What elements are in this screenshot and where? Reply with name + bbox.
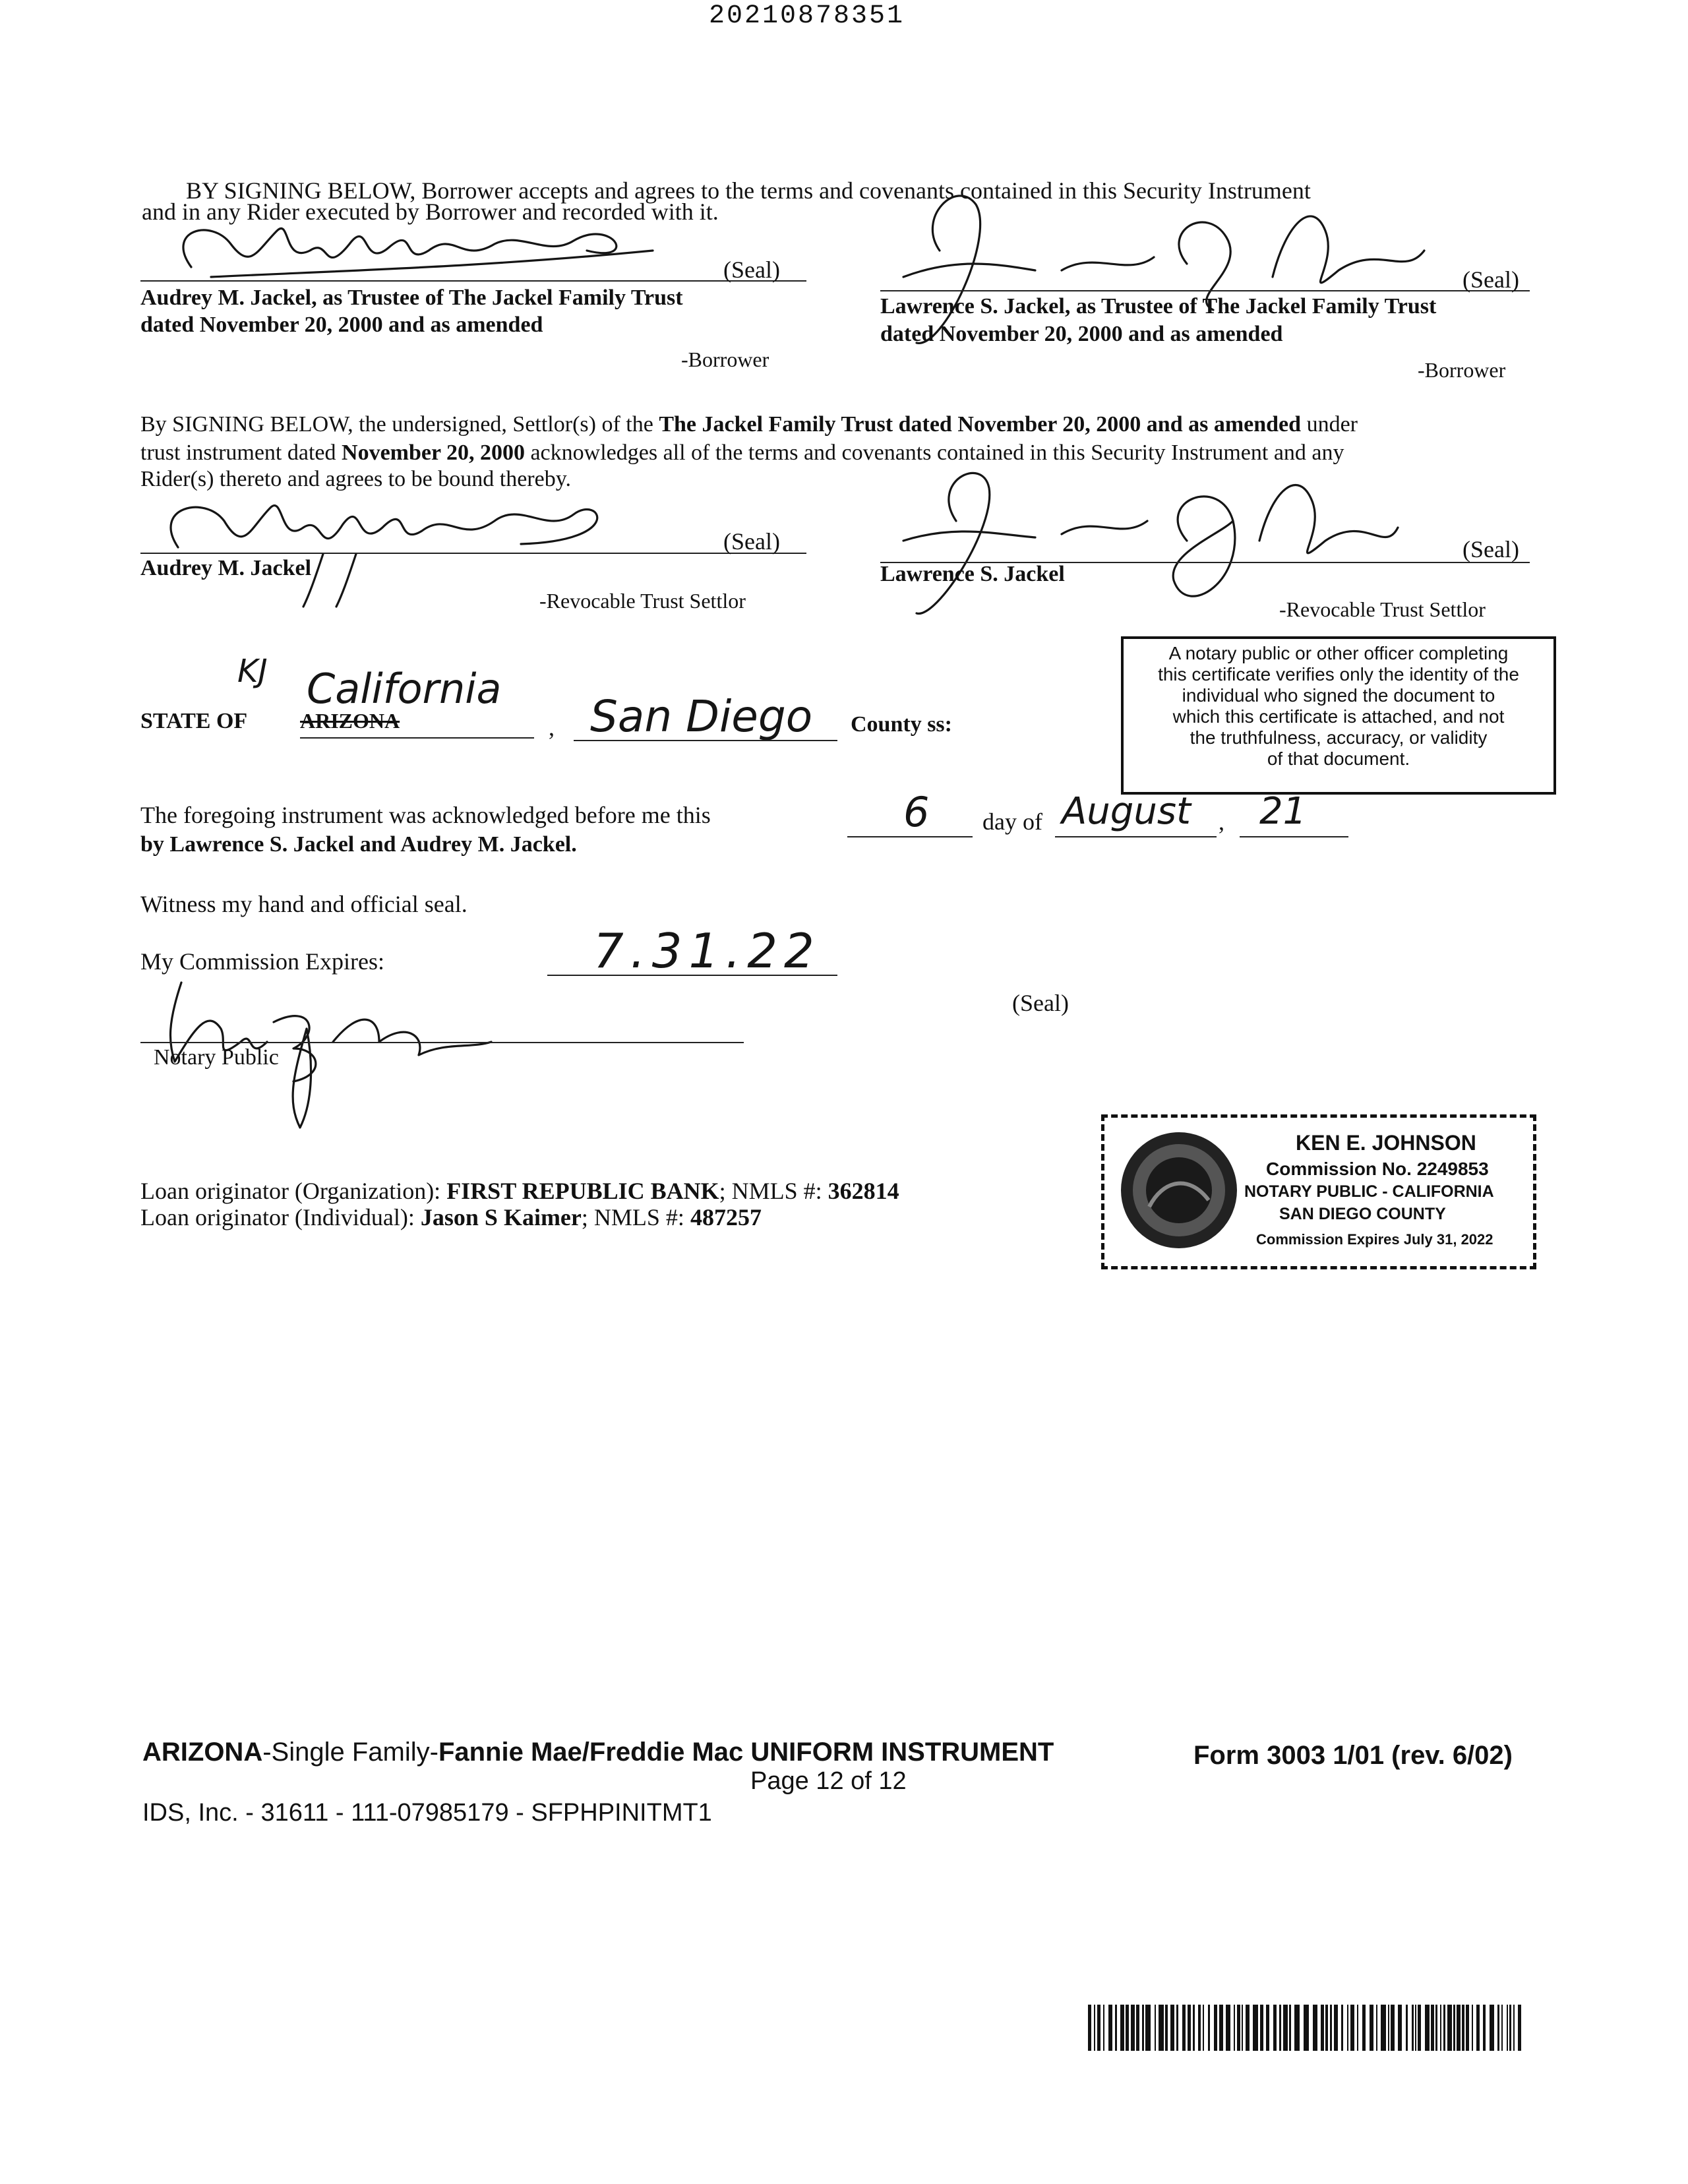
settlor-left-name: Audrey M. Jackel (140, 556, 312, 580)
stamp-county: SAN DIEGO COUNTY (1279, 1205, 1446, 1223)
stamp-title: NOTARY PUBLIC - CALIFORNIA (1244, 1182, 1494, 1201)
notary-disclaimer-line: the truthfulness, accuracy, or validity (1190, 727, 1488, 748)
settlor-right-name: Lawrence S. Jackel (880, 562, 1065, 586)
stamp-expiration: Commission Expires July 31, 2022 (1256, 1231, 1493, 1248)
signature-line-borrower-left (140, 280, 806, 282)
barcode (1088, 2005, 1530, 2051)
handwritten-year: 21 (1259, 790, 1307, 833)
day-of-label: day of (982, 808, 1042, 835)
handwritten-commission-date: 7.31.22 (593, 923, 821, 979)
footer-ids-line: IDS, Inc. - 31611 - 111-07985179 - SFPHPINITMT1 (142, 1799, 712, 1827)
notary-disclaimer-line: of that document. (1267, 748, 1410, 769)
borrower-left-role: -Borrower (681, 348, 769, 371)
notary-public-label: Notary Public (154, 1045, 279, 1070)
footer-form-title (142, 1738, 1054, 1767)
notary-signature-line (140, 1042, 744, 1043)
witness-text: Witness my hand and official seal. (140, 891, 467, 917)
loan-org-label: Loan originator (Organization): (140, 1178, 447, 1204)
state-printed-struck: ARIZONA (300, 709, 400, 733)
day-underline (847, 836, 973, 837)
notary-stamp (1101, 1114, 1536, 1269)
month-comma: , (1219, 808, 1224, 835)
state-label: STATE OF (140, 709, 248, 733)
settlor-paragraph-line1 (140, 412, 1358, 437)
borrower-right-name-line2: dated November 20, 2000 and as amended (880, 322, 1283, 346)
loan-org-nmls-label: ; NMLS #: (719, 1178, 828, 1204)
notary-disclaimer-line: which this certificate is attached, and not (1172, 706, 1505, 727)
handwritten-day: 6 (903, 788, 930, 836)
seal-label-settlor-left: (Seal) (723, 528, 780, 555)
seal-label-borrower-left: (Seal) (723, 257, 780, 283)
settlor-line2-text-c: acknowledges all of the terms and covenants contained in this Security Instrument and any (524, 440, 1344, 465)
commission-date-underline (547, 975, 837, 976)
notary-disclaimer-line: this certificate verifies only the identity of the (1158, 664, 1519, 684)
borrower-paragraph-line2: and in any Rider executed by Borrower and recorded with it. (142, 198, 719, 225)
settlor-line1-trust-name: The Jackel Family Trust dated November 20, 2000 and as amended (659, 412, 1302, 437)
acknowledgment-line1: The foregoing instrument was acknowledged before me this (140, 802, 711, 828)
signature-line-borrower-right (880, 290, 1530, 291)
borrower-left-name-line2: dated November 20, 2000 and as amended (140, 313, 543, 337)
footer-desc1: -Single Family- (262, 1738, 438, 1767)
borrower-paragraph-line1: BY SIGNING BELOW, Borrower accepts and agrees to the terms and covenants contained in this Security Instrument (186, 177, 1311, 204)
settlor-left-role: -Revocable Trust Settlor (539, 589, 746, 613)
stamp-commission-number: Commission No. 2249853 (1266, 1159, 1489, 1179)
footer-state: ARIZONA (142, 1738, 263, 1767)
county-label: County ss: (851, 712, 952, 737)
signature-audrey-borrower (152, 204, 719, 297)
handwritten-state: California (307, 665, 502, 713)
notary-disclaimer-box (1121, 636, 1556, 795)
signature-line-settlor-left (140, 553, 806, 554)
borrower-right-role: -Borrower (1418, 358, 1506, 382)
state-underline (300, 737, 534, 739)
settlor-line1-text-c: under (1301, 412, 1358, 437)
county-underline (574, 740, 837, 741)
settlor-paragraph-line3: Rider(s) thereto and agrees to be bound thereby. (140, 467, 572, 491)
settlor-line2-text-a: trust instrument dated (140, 440, 342, 465)
footer-form-number: Form 3003 1/01 (rev. 6/02) (1193, 1741, 1513, 1770)
footer-desc2: Fannie Mae/Freddie Mac UNIFORM INSTRUMENT (438, 1738, 1054, 1767)
loan-ind-label: Loan originator (Individual): (140, 1204, 421, 1230)
borrower-left-name-line1: Audrey M. Jackel, as Trustee of The Jackel Family Trust (140, 286, 683, 310)
loan-originator-organization (140, 1177, 899, 1205)
loan-org-name: FIRST REPUBLIC BANK (446, 1178, 719, 1204)
loan-ind-nmls-label: ; NMLS #: (581, 1204, 690, 1230)
settlor-line1-text-a: By SIGNING BELOW, the undersigned, Settlor(s) of the (140, 412, 659, 437)
month-underline (1055, 836, 1217, 837)
stamp-notary-name: KEN E. JOHNSON (1296, 1131, 1476, 1155)
state-seal-emblem (1116, 1128, 1242, 1253)
seal-label-notary: (Seal) (1012, 990, 1069, 1016)
handwritten-initials: KJ (237, 653, 268, 690)
seal-label-settlor-right: (Seal) (1462, 536, 1519, 562)
handwritten-county: San Diego (590, 691, 813, 742)
loan-originator-individual (140, 1203, 762, 1231)
state-comma: , (549, 714, 555, 741)
loan-ind-name: Jason S Kaimer (420, 1204, 582, 1230)
document-number: 20210878351 (709, 1, 905, 31)
notary-disclaimer-line: A notary public or other officer completing (1168, 643, 1509, 663)
footer-page-number: Page 12 of 12 (750, 1767, 907, 1795)
loan-org-nmls: 362814 (828, 1178, 899, 1204)
settlor-line2-date: November 20, 2000 (342, 440, 525, 465)
settlor-right-role: -Revocable Trust Settlor (1279, 597, 1486, 621)
borrower-right-name-line1: Lawrence S. Jackel, as Trustee of The Jackel Family Trust (880, 294, 1437, 318)
year-underline (1240, 836, 1348, 837)
commission-expires-label: My Commission Expires: (140, 948, 385, 975)
acknowledgment-line2: by Lawrence S. Jackel and Audrey M. Jackel. (140, 832, 577, 857)
seal-label-borrower-right: (Seal) (1462, 266, 1519, 293)
loan-ind-nmls: 487257 (690, 1204, 762, 1230)
handwritten-month: August (1062, 790, 1191, 833)
notary-disclaimer-line: individual who signed the document to (1182, 685, 1495, 706)
